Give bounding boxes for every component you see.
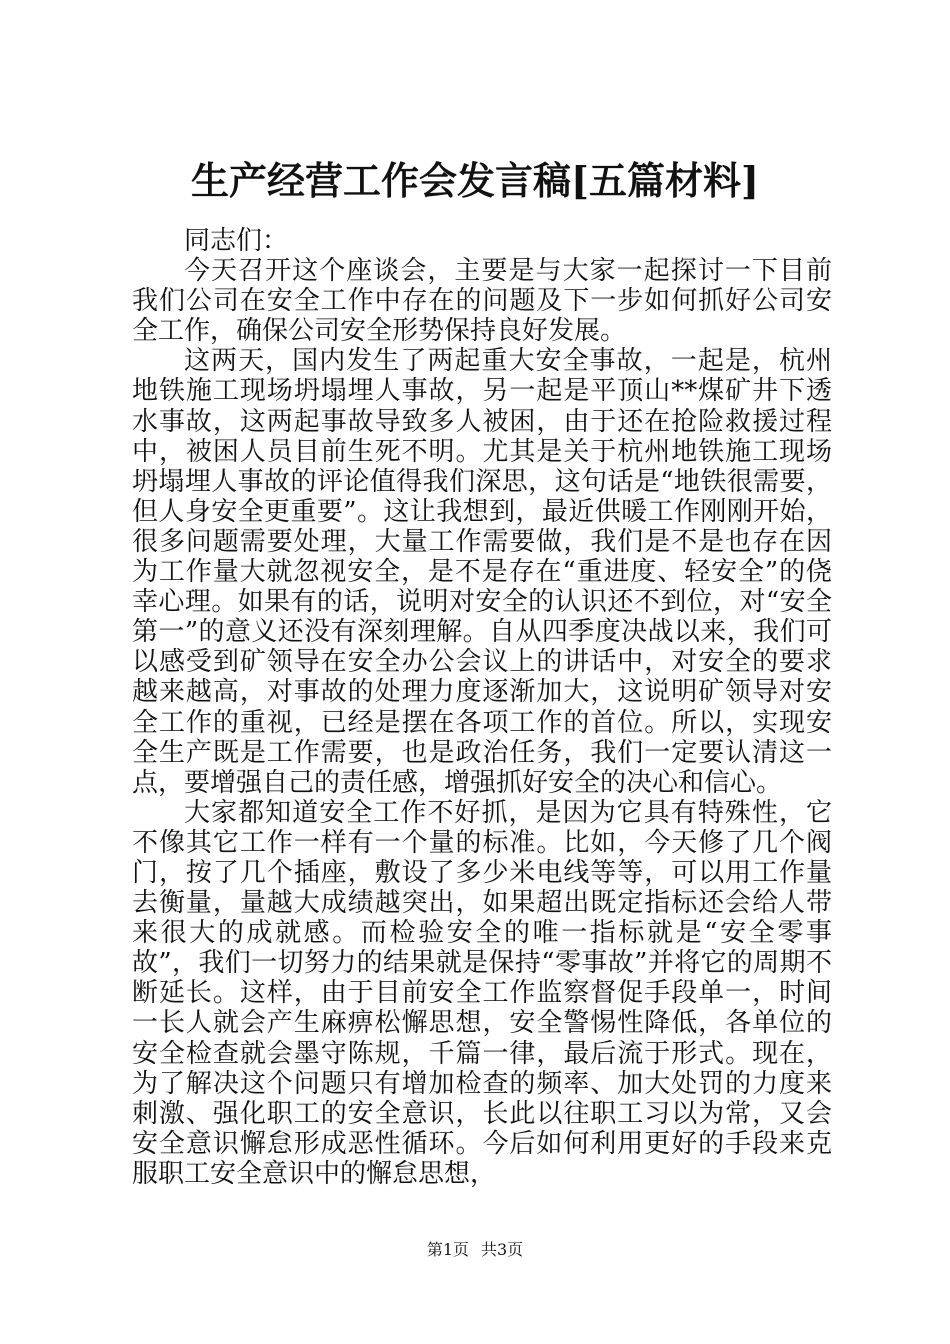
paragraph-salutation: 同志们： [184,226,289,256]
document-title: 生产经营工作会发言稿[五篇材料] [191,158,759,203]
page-number-current: 第1页 [426,1240,469,1259]
page-number-total: 共3页 [481,1240,524,1259]
paragraph-safety-work: 大家都知道安全工作不好抓，是因为它具有特殊性，它不像其它工作一样有一个量的标准。比如，今天修了几个阀门，按了几个插座，敷设了多少米电线等等，可以用工作量去衡量，量越大成绩越突出，如果超出既定指标还会给人带来很大的成就感。而检验安全的唯一指标就是“安全零事故”，我们一切努力的结果就是保持“零事故”并将它的周期不断延长。这样，由于目前安全工作监察督促手段单一，时间一长人就会产生麻痹松懈思想，安全警惕性降低，各单位的安全检查就会墨守陈规，千篇一律，最后流于形式。现在，为了解决这个问题只有增加检查的频率、加大处罚的力度来刺激、强化职工的安全意识，长此以往职工习以为常，又会安全意识懈怠形成恶性循环。今后如何利用更好的手段来克服职工安全意识中的懈怠思想， [132,797,832,1189]
page-footer [0,1238,950,1262]
document-body [132,226,832,1189]
paragraph-accidents: 这两天，国内发生了两起重大安全事故，一起是，杭州地铁施工现场坍塌埋人事故，另一起是平顶山**煤矿井下透水事故，这两起事故导致多人被困，由于还在抢险救援过程中，被困人员目前生死不明。尤其是关于杭州地铁施工现场坍塌埋人事故的评论值得我们深思，这句话是“地铁很需要，但人身安全更重要”。这让我想到，最近供暖工作刚刚开始，很多问题需要处理，大量工作需要做，我们是不是也存在因为工作量大就忽视安全，是不是存在“重进度、轻安全”的侥幸心理。如果有的话，说明对安全的认识还不到位，对“安全第一”的意义还没有深刻理解。自从四季度决战以来，我们可以感受到矿领导在安全办公会议上的讲话中，对安全的要求越来越高，对事故的处理力度逐渐加大，这说明矿领导对安全工作的重视，已经是摆在各项工作的首位。所以，实现安全生产既是工作需要，也是政治任务，我们一定要认清这一点，要增强自己的责任感，增强抓好安全的决心和信心。 [132,346,832,798]
paragraph-intro: 今天召开这个座谈会，主要是与大家一起探讨一下目前我们公司在安全工作中存在的问题及下一步如何抓好公司安全工作，确保公司安全形势保持良好发展。 [132,256,832,347]
